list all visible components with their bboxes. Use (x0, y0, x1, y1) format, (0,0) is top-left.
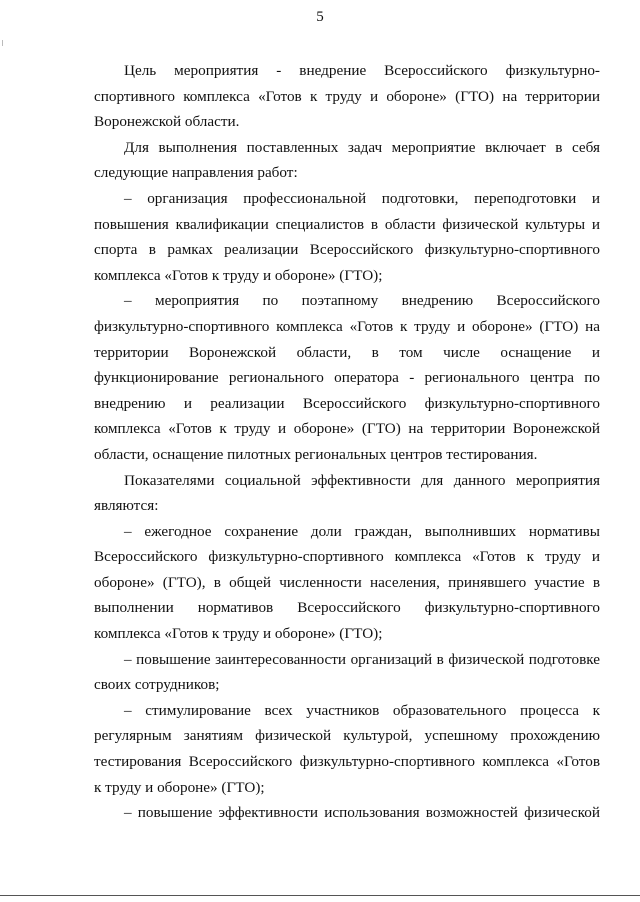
text-line: внедрению и реализации Всероссийского физкультурно-спортивного (94, 394, 600, 412)
text-line: – повышение заинтересованности организаций в физической подготовке (124, 650, 600, 668)
page-number: 5 (316, 9, 324, 25)
text-line: повышения квалификации специалистов в области физической культуры и (94, 215, 600, 233)
text-line: области, оснащение пилотных региональных центров тестирования. (94, 445, 538, 463)
footer-divider (0, 895, 640, 896)
text-line: комплекса «Готов к труду и обороне» (ГТО); (94, 625, 383, 643)
text-line: спортивного комплекса «Готов к труду и обороне» (ГТО) на территории (94, 87, 600, 105)
text-line: Всероссийского физкультурно-спортивного комплекса «Готов к труду и (94, 548, 600, 566)
text-line: – организация профессиональной подготовки, переподготовки и (124, 189, 600, 207)
document-body (94, 58, 600, 826)
scan-edge-mark (2, 40, 3, 46)
text-line: регулярным занятиям физической культурой, успешному прохождению (94, 727, 600, 745)
text-line: своих сотрудников; (94, 676, 220, 694)
text-line: физкультурно-спортивного комплекса «Готов к труду и обороне» (ГТО) на (94, 317, 600, 335)
text-line: – стимулирование всех участников образовательного процесса к (124, 701, 600, 719)
text-line: Показателями социальной эффективности для данного мероприятия (124, 471, 600, 489)
text-line: комплекса «Готов к труду и обороне» (ГТО) на территории Воронежской (94, 420, 600, 438)
text-line: – повышение эффективности использования возможностей физической (124, 804, 600, 822)
text-line: территории Воронежской области, в том числе оснащение и (94, 343, 600, 361)
list-item-annual-share (94, 519, 600, 647)
text-line: обороне» (ГТО), в общей численности населения, принявшего участие в (94, 573, 600, 591)
paragraph-indicators-intro (94, 468, 600, 519)
list-item-training (94, 186, 600, 288)
text-line: спорта в рамках реализации Всероссийского физкультурно-спортивного (94, 241, 600, 259)
list-item-efficiency (94, 800, 600, 826)
list-item-implementation (94, 288, 600, 467)
paragraph-goal (94, 58, 600, 135)
text-line: выполнении нормативов Всероссийского физкультурно-спортивного (94, 599, 600, 617)
text-line: к труду и обороне» (ГТО); (94, 778, 265, 796)
text-line: являются: (94, 497, 159, 515)
text-line: следующие направления работ: (94, 164, 298, 182)
list-item-stimulation (94, 698, 600, 800)
text-line: комплекса «Готов к труду и обороне» (ГТО); (94, 266, 383, 284)
text-line: Воронежской области. (94, 113, 240, 131)
text-line: – мероприятия по поэтапному внедрению Всероссийского (124, 292, 600, 310)
text-line: тестирования Всероссийского физкультурно-спортивного комплекса «Готов (94, 753, 600, 771)
text-line: Цель мероприятия - внедрение Всероссийского физкультурно- (124, 62, 600, 79)
text-line: – ежегодное сохранение доли граждан, выполнивших нормативы (124, 522, 600, 540)
paragraph-directions-intro (94, 135, 600, 186)
text-line: Для выполнения поставленных задач мероприятие включает в себя (124, 138, 600, 156)
list-item-organizations-interest (94, 647, 600, 698)
text-line: функционирование регионального оператора - регионального центра по (94, 369, 600, 387)
